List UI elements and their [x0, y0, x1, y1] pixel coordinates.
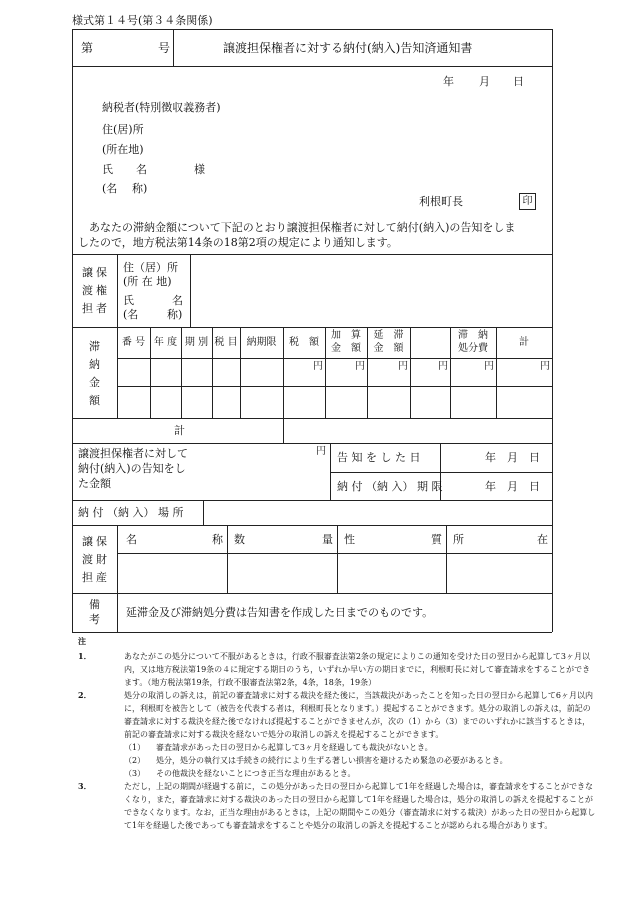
taxpayer-corp-label-a: (名: [102, 182, 118, 195]
holder-name-label-a: 氏: [123, 294, 134, 307]
note-2-item-2-number: （2）: [124, 756, 146, 765]
property-place-header-b: 在: [537, 533, 548, 546]
holder-address-label: 住（居）所: [123, 261, 178, 274]
note-3-number: 3．: [78, 781, 92, 791]
yen-unit-tax: 円: [313, 361, 323, 372]
notice-body-line-1: あなたの滞納金額について下記のとおり譲渡担保権者に対して納付(納入)の告知をしま: [89, 221, 516, 234]
notes-section: [78, 650, 598, 832]
note-2-item-1-text: 審査請求があった日の翌日から起算して3ヶ月を経過しても裁決がないとき。: [156, 743, 433, 752]
property-nature-header-b: 質: [431, 533, 442, 546]
holder-label-3: 担者: [82, 302, 110, 315]
taxpayer-label: 納税者(特別徴収義務者): [102, 101, 221, 114]
property-name-header-b: 称: [212, 533, 223, 546]
arrears-label-1: 滞: [89, 340, 100, 353]
form-number-label: 様式第１４号(第３４条関係): [72, 14, 213, 27]
notice-body-line-2: したので，地方税法第14条の18第2項の規定により通知します。: [78, 236, 398, 249]
notified-amount-yen: 円: [316, 446, 326, 457]
taxpayer-name-label-b: 名: [136, 163, 147, 176]
payment-due-ymd: 年 月 日: [485, 480, 540, 493]
remarks-label-a: 備: [89, 598, 100, 611]
note-3-text: ただし，上記の期間が経過する前に，この処分があった日の翌日から起算して1年を経過した場合は，審査請求をすることができなくなり，また，審査請求に対する裁決のあった日の翌日から起算して1年を経過した場合は，処分の取消しの訴えを提起することができなくなります。なお，正当な理由があるときは，上記の期間やこの処分（審査請求に対する裁決）があった日の翌日から起算して1年を経過した後であっても審査請求をすることや処分の取消しの訴えを提起することが認められる場合があります。: [124, 782, 596, 830]
taxpayer-address-label: 住(居)所: [102, 123, 144, 136]
note-2-item-3-text: その他裁決を経ないことにつき正当な理由があるとき。: [156, 769, 356, 778]
yen-unit-total: 円: [540, 361, 550, 372]
property-label-1: 譲保: [82, 535, 110, 548]
payment-place-label: 納 付 （納 入） 場 所: [78, 506, 184, 519]
holder-corp-label-b: 称): [167, 308, 183, 321]
arrears-label-4: 額: [89, 394, 100, 407]
notice-date-ymd: 年 月 日: [485, 451, 540, 464]
date-month-label: 月: [479, 75, 490, 88]
taxpayer-corp-label-b: 称): [132, 182, 148, 195]
holder-location-label: (所 在 地): [123, 275, 172, 288]
remarks-label-b: 考: [89, 613, 100, 626]
column-header-tax-item: 税 目: [214, 337, 238, 348]
arrears-total-label: 計: [174, 424, 185, 437]
column-header-disposal-fee-b: 処分費: [458, 343, 488, 354]
property-name-header-a: 名: [126, 533, 137, 546]
document-title: 譲渡担保権者に対する納付(納入)告知済通知書: [223, 41, 473, 55]
column-header-total: 計: [519, 337, 529, 348]
column-header-delinquency-a: 延 滞: [373, 330, 404, 341]
document-number-prefix: 第: [81, 41, 94, 55]
column-header-period: 期 別: [184, 337, 209, 348]
property-label-3: 担産: [82, 571, 110, 584]
note-2-item-3-number: （3）: [124, 769, 146, 778]
arrears-label-3: 金: [89, 376, 100, 389]
note-2-number: 2．: [78, 690, 92, 700]
taxpayer-location-label: (所在地): [102, 143, 144, 156]
note-2: [78, 689, 598, 741]
column-header-surcharge-b: 金 額: [331, 343, 361, 354]
column-header-due-date: 納期限: [246, 337, 277, 348]
notes-heading: 注: [78, 636, 86, 646]
note-2-item-3: [78, 767, 598, 780]
column-header-disposal-fee-a: 滞 納: [458, 330, 488, 341]
note-1-text: あなたがこの処分について不服があるときは，行政不服審査法第2条の規定によりこの通知を受けた日の翌日から起算して3ヶ月以内，又は地方税法第19条の４に規定する期日のうち，いずれか早い方の期日までに，利根町長に対して審査請求をすることができます。（地方税法第19条，行政不服審査法第2条，4条，18条，19条）: [124, 652, 591, 687]
property-qty-header-a: 数: [234, 533, 245, 546]
yen-unit-blank: 円: [438, 361, 448, 372]
notified-amount-label-3: た金額: [78, 477, 111, 490]
column-header-tax-amount: 税 額: [289, 337, 319, 348]
yen-unit-surcharge: 円: [355, 361, 365, 372]
property-qty-header-b: 量: [322, 533, 333, 546]
holder-label-1: 譲保: [82, 266, 110, 279]
property-place-header-a: 所: [453, 533, 464, 546]
column-header-surcharge-a: 加 算: [331, 330, 361, 341]
taxpayer-honorific: 様: [194, 163, 205, 176]
date-day-label: 日: [513, 75, 524, 88]
note-1: [78, 650, 598, 689]
note-2-item-1: [78, 741, 598, 754]
note-2-text: 処分の取消しの訴えは，前記の審査請求に対する裁決を経た後に，当該裁決があったことを知った日の翌日から起算して6ヶ月以内に，利根町を被告として（被告を代表する者は，利根町長となります。）提起することができます。処分の取消しの訴えは，前記の審査請求に対する裁決を経た後でなければ提起することができませんが，次の（1）から（3）までのいずれかに該当するときは，前記の審査請求に対する裁決を経ないで処分の取消しの訴えを提起することができます。: [124, 691, 594, 739]
holder-corp-label-a: (名: [123, 308, 139, 321]
holder-label-2: 渡権: [82, 284, 110, 297]
remarks-text: 延滞金及び滞納処分費は告知書を作成した日までのものです。: [126, 606, 434, 619]
taxpayer-name-label-a: 氏: [102, 163, 113, 176]
yen-unit-disposal: 円: [484, 361, 494, 372]
issuer-title: 利根町長: [419, 195, 463, 208]
notified-amount-label-2: 納付(納入)の告知をし: [78, 462, 186, 475]
note-2-item-2: [78, 754, 598, 767]
holder-name-label-b: 名: [172, 294, 183, 307]
notified-amount-label-1: 譲渡担保権者に対して: [78, 447, 188, 460]
column-header-number: 番 号: [121, 337, 146, 348]
column-header-delinquency-b: 金 額: [373, 343, 404, 354]
note-1-number: 1．: [78, 651, 92, 661]
note-3: [78, 780, 598, 832]
payment-due-label: 納 付 （納 入） 期 限: [337, 480, 443, 493]
property-nature-header-a: 性: [344, 533, 355, 546]
yen-unit-delinquency: 円: [398, 361, 408, 372]
seal-mark: 印: [519, 193, 536, 210]
arrears-label-2: 納: [89, 358, 100, 371]
note-2-item-2-text: 処分，処分の執行又は手続きの続行により生ずる著しい損害を避けるため緊急の必要があるとき。: [156, 756, 508, 765]
column-header-year: 年 度: [153, 337, 178, 348]
date-year-label: 年: [443, 75, 454, 88]
notice-date-label: 告 知 を し た 日: [337, 451, 421, 464]
document-number-suffix: 号: [158, 41, 171, 55]
property-label-2: 渡財: [82, 553, 110, 566]
note-2-item-1-number: （1）: [124, 743, 146, 752]
